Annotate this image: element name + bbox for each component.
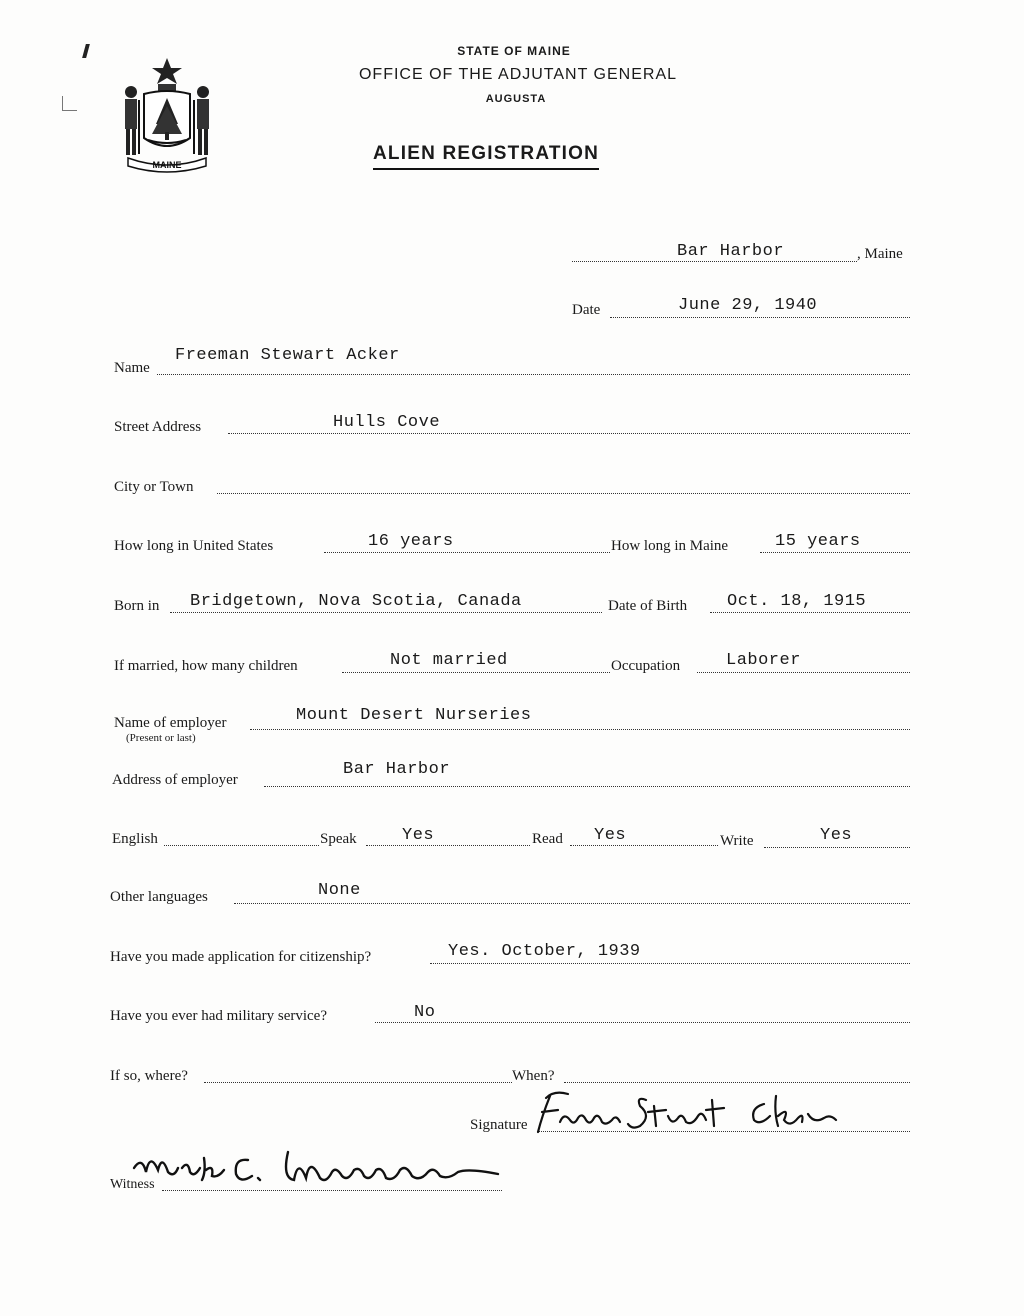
where-line: [204, 1082, 512, 1083]
write-value: Yes: [820, 826, 853, 845]
name-value: Freeman Stewart Acker: [175, 346, 400, 365]
place-suffix: , Maine: [857, 246, 903, 262]
date-label: Date: [572, 302, 601, 318]
other-languages-line: [234, 903, 910, 904]
maine-duration-line: [760, 552, 910, 553]
date-value: June 29, 1940: [678, 296, 818, 315]
when-line: [564, 1082, 910, 1083]
applicant-signature: [528, 1086, 848, 1138]
seal-text: MAINE: [152, 160, 182, 170]
employer-value: Mount Desert Nurseries: [296, 706, 532, 725]
us-duration-value: 16 years: [368, 532, 454, 551]
where-label: If so, where?: [110, 1068, 188, 1084]
witness-label: Witness: [110, 1177, 155, 1192]
children-line: [342, 672, 610, 673]
street-value: Hulls Cove: [333, 413, 441, 432]
place-value: Bar Harbor: [677, 242, 785, 261]
dob-label: Date of Birth: [608, 598, 688, 614]
born-line: [170, 612, 602, 613]
write-line: [764, 847, 910, 848]
speak-value: Yes: [402, 826, 435, 845]
citizenship-value: Yes. October, 1939: [448, 942, 641, 961]
header-office: OFFICE OF THE ADJUTANT GENERAL: [358, 66, 678, 83]
other-languages-value: None: [318, 881, 361, 900]
header-state: STATE OF MAINE: [457, 44, 571, 58]
city-label: City or Town: [114, 479, 194, 495]
speak-line: [366, 845, 530, 846]
dob-value: Oct. 18, 1915: [727, 592, 867, 611]
english-line: [164, 845, 319, 846]
english-label: English: [112, 831, 158, 847]
children-label: If married, how many children: [114, 658, 298, 674]
read-line: [570, 845, 718, 846]
name-label: Name: [114, 360, 150, 376]
signature-label: Signature: [470, 1117, 528, 1133]
employer-line: [250, 729, 910, 730]
read-value: Yes: [594, 826, 627, 845]
occupation-value: Laborer: [726, 651, 801, 670]
maine-duration-label: How long in Maine: [611, 538, 729, 554]
name-line: [157, 374, 910, 375]
when-label: When?: [512, 1068, 555, 1084]
occupation-label: Occupation: [611, 658, 681, 674]
city-line: [217, 493, 910, 494]
citizenship-line: [430, 963, 910, 964]
military-value: No: [414, 1003, 436, 1022]
place-line: [572, 261, 857, 262]
born-value: Bridgetown, Nova Scotia, Canada: [190, 592, 522, 611]
employer-address-label: Address of employer: [112, 772, 238, 788]
citizenship-label: Have you made application for citizenship?: [110, 949, 372, 965]
street-line: [228, 433, 910, 434]
maine-duration-value: 15 years: [775, 532, 861, 551]
employer-address-line: [264, 786, 910, 787]
born-label: Born in: [114, 598, 160, 614]
military-line: [375, 1022, 910, 1023]
other-languages-label: Other languages: [110, 889, 208, 905]
employer-label: Name of employer: [114, 715, 227, 731]
street-label: Street Address: [114, 419, 202, 435]
employer-sublabel: (Present or last): [126, 732, 196, 744]
us-duration-line: [324, 552, 610, 553]
read-label: Read: [532, 831, 563, 847]
employer-address-value: Bar Harbor: [343, 760, 451, 779]
military-label: Have you ever had military service?: [110, 1008, 327, 1024]
date-line: [610, 317, 910, 318]
write-label: Write: [720, 833, 754, 849]
witness-signature: [128, 1138, 508, 1200]
form-title: ALIEN REGISTRATION: [373, 143, 599, 170]
children-value: Not married: [390, 651, 508, 670]
header-city: AUGUSTA: [485, 93, 547, 105]
speak-label: Speak: [320, 831, 357, 847]
us-duration-label: How long in United States: [114, 538, 274, 554]
occupation-line: [697, 672, 910, 673]
dob-line: [710, 612, 910, 613]
